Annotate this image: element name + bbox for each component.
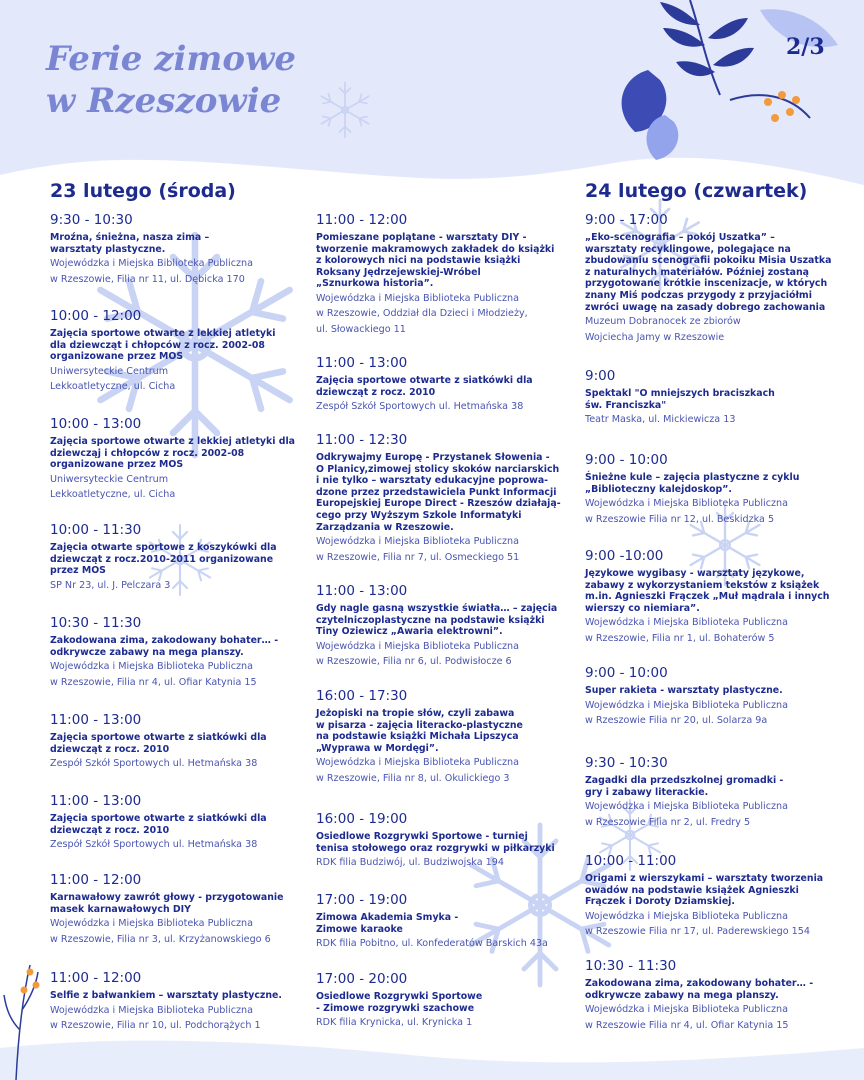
event-place-line: w Rzeszowie, Filia nr 7, ul. Osmeckiego 51	[316, 551, 520, 563]
event-time: 9:00 - 10:00	[585, 665, 668, 681]
event-title-line: „Wyprawa w Mordęgi”.	[316, 742, 439, 754]
event-title	[50, 892, 283, 915]
title-line-1: Ferie zimowe	[46, 39, 296, 79]
event-title-line: na podstawie książki Michała Lipszyca	[316, 731, 519, 743]
event-title-line: Selfie z bałwankiem – warsztaty plastyczne.	[50, 990, 282, 1001]
event-title-line: organizowane przez MOS	[50, 459, 184, 471]
event-title-line: cego przy Wyższym Szkole Informatyki	[316, 509, 522, 521]
event-place-line: w Rzeszowie, Oddział dla Dzieci i Młodzieży,	[316, 308, 528, 320]
event-item	[585, 958, 813, 1032]
event-time: 11:00 - 12:00	[316, 212, 408, 228]
event-place-line: Zespół Szkół Sportowych ul. Hetmańska 38	[50, 758, 258, 770]
event-item	[50, 712, 267, 771]
event-time: 17:00 - 19:00	[316, 892, 408, 908]
event-time: 9:30 - 10:30	[50, 212, 133, 228]
event-place	[316, 1016, 482, 1029]
event-title	[316, 603, 557, 638]
event-place	[50, 917, 283, 946]
event-title-line: dziewcząt z rocz. 2010	[50, 743, 170, 755]
event-title-line: odkrywcze zabawy na mega planszy.	[50, 646, 244, 658]
event-title-line: przygotowane krótkie inscenizacje, w których	[585, 278, 828, 290]
event-title	[316, 452, 561, 533]
event-place-line: w Rzeszowie, Filia nr 8, ul. Okulickiego 3	[316, 772, 510, 784]
event-place-line: Wojewódzka i Miejska Biblioteka Publiczna	[50, 258, 253, 270]
event-time: 9:30 - 10:30	[585, 755, 668, 771]
event-place-line: Lekkoatletyczne, ul. Cicha	[50, 381, 176, 393]
event-title	[585, 388, 775, 411]
event-time: 10:00 - 12:00	[50, 308, 142, 324]
event-time: 9:00 - 17:00	[585, 212, 668, 228]
event-title-line: „Eko-scenografia – pokój Uszatka” –	[585, 232, 775, 243]
event-place	[585, 315, 831, 344]
event-place-line: w Rzeszowie, Filia nr 1, ul. Bohaterów 5	[585, 632, 775, 644]
event-title-line: Zagadki dla przedszkolnej gromadki -	[585, 775, 784, 786]
event-title-line: Europejskiej Europe Direct - Rzeszów działają-	[316, 498, 561, 510]
event-place	[50, 757, 267, 770]
event-item	[585, 665, 788, 727]
event-place	[585, 413, 775, 426]
event-title-line: Jeżopiski na tropie słów, czyli zabawa	[316, 708, 515, 719]
event-item	[316, 811, 555, 870]
event-place-line: Wojewódzka i Miejska Biblioteka Publiczna	[50, 1004, 253, 1016]
event-item	[316, 583, 557, 669]
event-place	[585, 699, 788, 728]
event-place	[585, 616, 829, 645]
event-place-line: Wojewódzka i Miejska Biblioteka Publiczna	[585, 498, 788, 510]
event-place	[316, 292, 554, 336]
event-place	[50, 579, 277, 592]
event-time: 10:30 - 11:30	[50, 615, 142, 631]
event-title-line: czytelniczoplastyczne na podstawie książki	[316, 614, 545, 626]
event-item	[50, 212, 253, 286]
event-time: 9:00 - 10:00	[585, 452, 668, 468]
event-title-line: Gdy nagle gasną wszystkie światła… – zajęcia	[316, 603, 558, 614]
event-place-line: w Rzeszowie, Filia nr 6, ul. Podwisłocze 6	[316, 656, 512, 668]
event-title-line: dziewcząt z rocz. 2010	[316, 386, 436, 398]
event-title-line: Super rakieta - warsztaty plastyczne.	[585, 685, 783, 696]
event-time: 10:00 - 11:00	[585, 853, 677, 869]
event-title	[585, 568, 829, 614]
event-title-line: św. Franciszka"	[585, 399, 667, 411]
event-place-line: Wojewódzka i Miejska Biblioteka Publiczna	[585, 1004, 788, 1016]
event-place-line: Wojewódzka i Miejska Biblioteka Publiczna	[316, 536, 519, 548]
event-time: 9:00 -10:00	[585, 548, 664, 564]
event-title-line: „Biblioteczny kalejdoskop”.	[585, 483, 732, 495]
event-title-line: organizowane przez MOS	[50, 351, 184, 363]
event-title-line: Tiny Oziewicz „Awaria elektrowni”.	[316, 626, 503, 638]
event-title-line: odkrywcze zabawy na mega planszy.	[585, 989, 779, 1001]
event-place	[316, 856, 555, 869]
event-item	[50, 308, 276, 394]
event-time: 11:00 - 12:30	[316, 432, 408, 448]
event-time: 16:00 - 17:30	[316, 688, 408, 704]
event-title-line: Zajęcia sportowe otwarte z lekkiej atletyki	[50, 328, 276, 339]
event-title-line: „Sznurkowa historia”.	[316, 278, 434, 290]
event-place-line: w Rzeszowie, Filia nr 4, ul. Ofiar Katynia 15	[50, 676, 257, 688]
event-title	[316, 991, 482, 1014]
event-title-line: Zarządzania w Rzeszowie.	[316, 521, 454, 533]
event-time: 11:00 - 13:00	[50, 793, 142, 809]
event-place-line: Lekkoatletyczne, ul. Cicha	[50, 489, 176, 501]
day-heading-23: 23 lutego (środa)	[50, 180, 236, 202]
event-place-line: SP Nr 23, ul. J. Pelczara 3	[50, 579, 171, 591]
event-title	[316, 912, 548, 935]
event-title-line: zabawy z wykorzystaniem tekstów z książek	[585, 579, 820, 591]
event-title-line: Zakodowana zima, zakodowany bohater… -	[585, 978, 814, 989]
event-place	[585, 497, 799, 526]
event-title	[316, 232, 554, 290]
event-title-line: przez MOS	[50, 565, 106, 577]
event-item	[316, 355, 533, 414]
event-place-line: w Rzeszowie Filia nr 2, ul. Fredry 5	[585, 816, 751, 828]
event-title-line: wierszy co niemiara”.	[585, 602, 700, 614]
event-place-line: Wojewódzka i Miejska Biblioteka Publiczna	[50, 918, 253, 930]
event-place-line: Wojewódzka i Miejska Biblioteka Publiczna	[316, 640, 519, 652]
event-title-line: Zajęcia sportowe otwarte z siatkówki dla	[316, 375, 533, 386]
event-title	[50, 542, 277, 577]
event-time: 11:00 - 13:00	[50, 712, 142, 728]
event-item	[585, 755, 788, 829]
event-time: 16:00 - 19:00	[316, 811, 408, 827]
event-title-line: znany Miś podczas przygody z przyjaciółmi	[585, 289, 812, 301]
event-time: 10:00 - 13:00	[50, 416, 142, 432]
event-place-line: RDK filia Budziwój, ul. Budziwojska 194	[316, 857, 504, 869]
event-title-line: i nie tylko – warsztaty edukacyjne poprowa-	[316, 475, 549, 487]
event-title-line: Mroźna, śnieżna, nasza zima –	[50, 232, 210, 243]
event-title-line: Zajęcia sportowe otwarte z siatkówki dla	[50, 732, 267, 743]
event-title	[585, 873, 823, 908]
event-item	[585, 212, 831, 344]
event-item	[585, 548, 829, 645]
day-heading-24: 24 lutego (czwartek)	[585, 180, 808, 202]
event-title-line: tworzenie makramowych zakładek do książki	[316, 243, 555, 255]
event-place-line: RDK filia Krynicka, ul. Krynicka 1	[316, 1017, 473, 1029]
event-place-line: Wojciecha Jamy w Rzeszowie	[585, 331, 725, 343]
event-title-line: Osiedlowe Rozgrywki Sportowe - turniej	[316, 831, 528, 842]
event-place	[585, 910, 823, 939]
event-title-line: Zajęcia sportowe otwarte z lekkiej atletyki dla	[50, 436, 295, 447]
event-place-line: RDK filia Pobitno, ul. Konfederatów Barskich 43a	[316, 938, 548, 950]
event-title-line: O Planicy,zimowej stolicy skoków narciarskich	[316, 463, 560, 475]
event-title-line: w pisarza - zajęcia literacko-plastyczne	[316, 719, 523, 731]
event-place-line: Zespół Szkół Sportowych ul. Hetmańska 38	[316, 401, 524, 413]
event-title	[50, 635, 278, 658]
event-time: 10:00 - 11:30	[50, 522, 142, 538]
event-place	[316, 756, 523, 785]
event-title-line: z naturalnych materiałów. Później zostaną	[585, 266, 810, 278]
event-place-line: Wojewódzka i Miejska Biblioteka Publiczna	[585, 699, 788, 711]
event-title-line: Śnieżne kule – zajęcia plastyczne z cyklu	[585, 472, 800, 483]
event-place-line: Wojewódzka i Miejska Biblioteka Publiczna	[585, 801, 788, 813]
event-time: 11:00 - 13:00	[316, 355, 408, 371]
event-place	[585, 1003, 813, 1032]
event-title	[585, 232, 831, 313]
event-place-line: w Rzeszowie Filia nr 4, ul. Ofiar Katynia 15	[585, 1019, 789, 1031]
event-place-line: w Rzeszowie, Filia nr 3, ul. Krzyżanowskiego 6	[50, 933, 271, 945]
event-place-line: Wojewódzka i Miejska Biblioteka Publiczna	[50, 661, 253, 673]
event-item	[50, 615, 278, 689]
event-place-line: ul. Słowackiego 11	[316, 323, 406, 335]
event-place	[585, 800, 788, 829]
event-title	[50, 232, 253, 255]
event-item	[316, 432, 561, 564]
event-title-line: zwróci uwagę na zasady dobrego zachowania	[585, 301, 826, 313]
event-place-line: Muzeum Dobranocek ze zbiorów	[585, 316, 741, 328]
event-title-line: Zajęcia otwarte sportowe z koszykówki dla	[50, 542, 277, 553]
event-title	[585, 978, 813, 1001]
event-place-line: w Rzeszowie Filia nr 17, ul. Paderewskiego 154	[585, 926, 810, 938]
event-place	[316, 400, 533, 413]
event-title	[316, 708, 523, 754]
event-item	[585, 853, 823, 939]
event-title	[585, 685, 788, 697]
event-time: 11:00 - 12:00	[50, 970, 142, 986]
event-title	[50, 328, 276, 363]
event-place-line: Wojewódzka i Miejska Biblioteka Publiczna	[585, 617, 788, 629]
event-item	[585, 452, 799, 526]
event-title-line: m.in. Agnieszki Frączek „Muł mądrala i innych	[585, 591, 830, 603]
event-title-line: Origami z wierszykami – warsztaty tworzenia	[585, 873, 824, 884]
event-title	[316, 375, 533, 398]
event-place-line: w Rzeszowie Filia nr 12, ul. Beskidzka 5	[585, 513, 775, 525]
event-title-line: Frączek i Doroty Dziamskiej.	[585, 896, 735, 908]
event-place-line: Wojewódzka i Miejska Biblioteka Publiczna	[316, 292, 519, 304]
event-place-line: w Rzeszowie, Filia nr 11, ul. Dębicka 170	[50, 273, 245, 285]
event-title-line: gry i zabawy literackie.	[585, 786, 709, 798]
event-item	[50, 522, 277, 592]
event-place-line: Zespół Szkół Sportowych ul. Hetmańska 38	[50, 839, 258, 851]
event-title-line: Językowe wygibasy - warsztaty językowe,	[585, 568, 805, 579]
event-title-line: Spektakl "O mniejszych braciszkach	[585, 388, 775, 399]
event-time: 11:00 - 12:00	[50, 872, 142, 888]
event-item	[316, 971, 482, 1030]
event-title-line: Osiedlowe Rozgrywki Sportowe	[316, 991, 483, 1002]
event-item	[50, 416, 295, 502]
event-title-line: Pomieszane poplątane - warsztaty DIY -	[316, 232, 527, 243]
event-title-line: Odkrywajmy Europę - Przystanek Słowenia -	[316, 452, 550, 463]
event-place	[50, 838, 267, 851]
event-place-line: Uniwersyteckie Centrum	[50, 365, 169, 377]
event-title-line: warsztaty recyklingowe, polegające na	[585, 243, 791, 255]
event-place	[316, 535, 561, 564]
event-place-line: Teatr Maska, ul. Mickiewicza 13	[585, 414, 736, 426]
title-line-2: w Rzeszowie	[46, 81, 282, 121]
event-place	[316, 640, 557, 669]
event-title-line: Roksany Jędrzejewskiej-Wróbel	[316, 266, 481, 278]
event-time: 10:30 - 11:30	[585, 958, 677, 974]
event-time: 9:00	[585, 368, 616, 384]
event-place	[316, 937, 548, 950]
event-title-line: Zimowa Akademia Smyka -	[316, 912, 459, 923]
event-place	[50, 1004, 282, 1033]
event-title	[585, 775, 788, 798]
event-title-line: dla dziewcząt i chłopców z rocz. 2002-08	[50, 339, 265, 351]
event-item	[316, 688, 523, 785]
event-place	[50, 473, 295, 502]
event-item	[50, 793, 267, 852]
event-title-line: z kolorowych nici na podstawie książki	[316, 255, 521, 267]
event-title-line: dzone przez przedstawiciela Punkt Informacji	[316, 486, 557, 498]
event-title-line: dziewcząj i chłopców z rocz. 2002-08	[50, 447, 245, 459]
event-place	[50, 660, 278, 689]
event-place-line: w Rzeszowie Filia nr 20, ul. Solarza 9a	[585, 715, 768, 726]
event-place	[50, 257, 253, 286]
event-title-line: dziewcząt z rocz.2010-2011 organizowane	[50, 553, 274, 565]
event-title-line: zbudowaniu scenografii pokoiku Misia Uszatka	[585, 255, 832, 267]
event-place-line: Wojewódzka i Miejska Biblioteka Publiczna	[316, 757, 519, 769]
event-title-line: dziewcząt z rocz. 2010	[50, 824, 170, 836]
event-title	[585, 472, 799, 495]
event-title-line: warsztaty plastyczne.	[50, 243, 166, 255]
event-title	[50, 813, 267, 836]
event-title-line: masek karnawałowych DIY	[50, 903, 191, 915]
event-title-line: owadów na podstawie książek Agnieszki	[585, 884, 799, 896]
event-title	[50, 732, 267, 755]
event-title	[316, 831, 555, 854]
event-place-line: Wojewódzka i Miejska Biblioteka Publiczna	[585, 910, 788, 922]
event-item	[585, 368, 775, 427]
event-title	[50, 990, 282, 1002]
event-title-line: Zimowe karaoke	[316, 923, 403, 935]
event-place-line: w Rzeszowie, Filia nr 10, ul. Podchorążych 1	[50, 1020, 261, 1031]
event-item	[316, 892, 548, 951]
event-title-line: tenisa stołowego oraz rozgrywki w piłkarzyki	[316, 842, 555, 854]
event-title-line: Karnawałowy zawrót głowy - przygotowanie	[50, 892, 284, 903]
event-title-line: - Zimowe rozgrywki szachowe	[316, 1002, 475, 1014]
event-title-line: Zakodowana zima, zakodowany bohater… -	[50, 635, 279, 646]
page-number: 2/3	[786, 34, 825, 60]
event-time: 17:00 - 20:00	[316, 971, 408, 987]
event-title	[50, 436, 295, 471]
event-item	[50, 970, 282, 1032]
page-title	[46, 38, 296, 122]
event-place-line: Uniwersyteckie Centrum	[50, 473, 169, 485]
event-title-line: Zajęcia sportowe otwarte z siatkówki dla	[50, 813, 267, 824]
event-item	[50, 872, 283, 946]
event-place	[50, 365, 276, 394]
event-item	[316, 212, 554, 336]
event-time: 11:00 - 13:00	[316, 583, 408, 599]
